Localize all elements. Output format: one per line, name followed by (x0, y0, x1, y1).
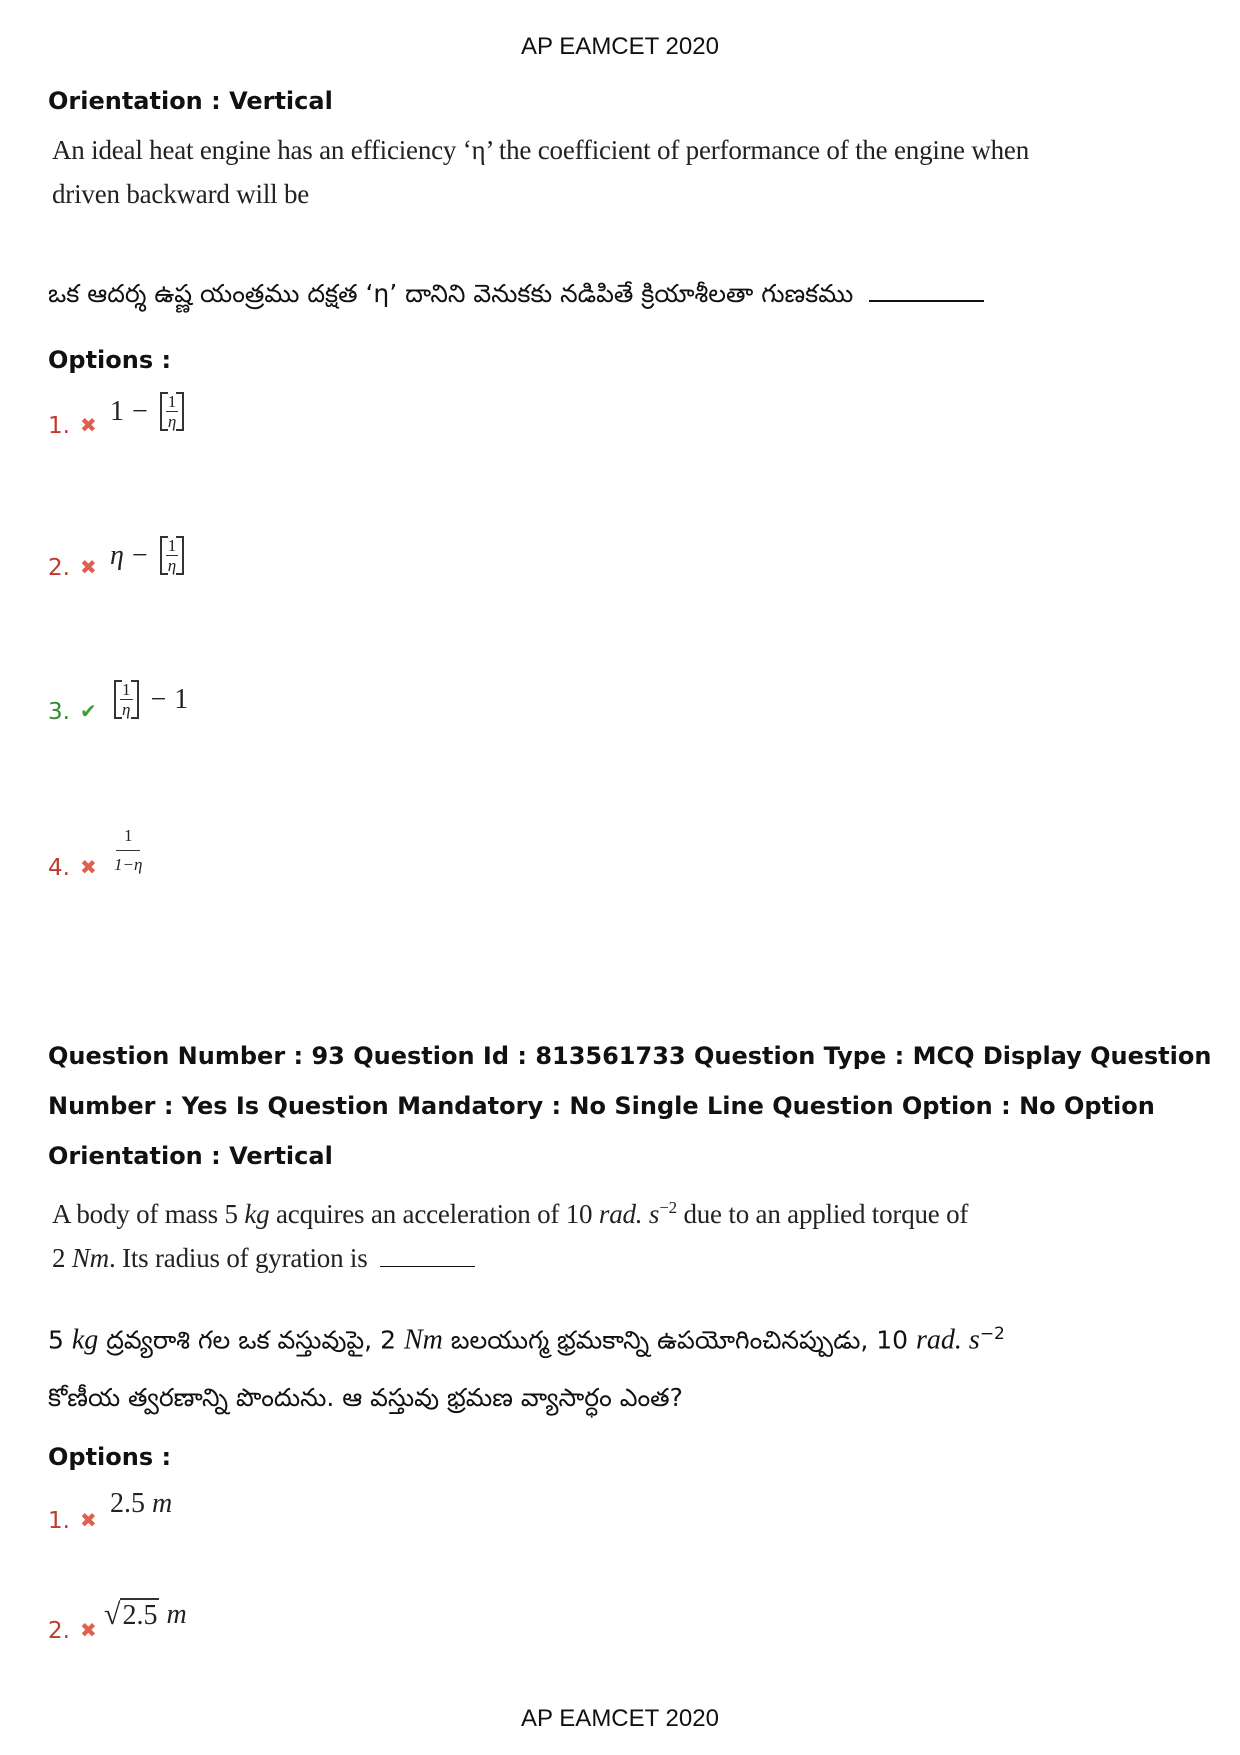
option-number: 4. (48, 854, 70, 881)
formula-one: 1 (174, 683, 189, 715)
cross-icon: ✖ (80, 1508, 97, 1532)
option-number: 1. (48, 413, 70, 439)
text-segment: due to an applied torque of (676, 1199, 969, 1229)
unit-nm: Nm (71, 1243, 109, 1273)
fraction-numerator: 1 (167, 392, 177, 411)
formula-eta: η (110, 539, 124, 571)
unit-rad: rad. s (598, 1199, 660, 1229)
answer-blank (869, 280, 984, 302)
sqrt-icon: √ (104, 1598, 121, 1631)
exponent: −2 (979, 1324, 1005, 1344)
text-segment: acquires an acceleration of 10 (269, 1199, 599, 1229)
q2-english-line2 (52, 1236, 968, 1280)
q1-option-2[interactable] (48, 536, 188, 585)
bracket-fraction (114, 680, 139, 719)
text-segment: ద్రవ్యరాశి గల ఒక వస్తువుపై, 2 (98, 1325, 404, 1355)
q2-telugu-line1 (48, 1305, 1005, 1369)
q1-english-line2: driven backward will be (52, 179, 310, 209)
page-header: AP EAMCET 2020 (521, 33, 719, 60)
q1-orientation: Orientation : Vertical (48, 87, 333, 115)
option-unit: m (152, 1488, 173, 1519)
bracket-fraction (160, 536, 185, 575)
bracket-fraction (160, 392, 185, 431)
cross-icon: ✖ (80, 1618, 97, 1642)
fraction-numerator: 1 (116, 826, 141, 851)
q1-english-line1: An ideal heat engine has an efficiency ‘η’ the coefficient of performance of the engine when (52, 135, 1030, 165)
option-number: 1. (48, 1508, 70, 1534)
option-formula (104, 1598, 187, 1632)
option-formula (110, 1488, 172, 1520)
square-root (104, 1598, 159, 1632)
option-number: 2. (48, 555, 70, 581)
option-value: 2.5 (122, 1600, 158, 1631)
formula-minus: − (150, 683, 167, 715)
option-number: 2. (48, 1618, 70, 1644)
q1-english-text (52, 128, 1029, 216)
fraction-numerator: 1 (167, 536, 177, 555)
q2-english-text (52, 1186, 968, 1280)
cross-icon: ✖ (80, 413, 97, 437)
fraction-denominator: η (167, 556, 177, 575)
simple-fraction (112, 826, 144, 877)
formula-minus: − (131, 539, 148, 571)
unit-rad: rad. s (916, 1324, 980, 1356)
answer-blank (380, 1252, 475, 1267)
formula-minus: − (132, 395, 148, 427)
check-icon: ✔ (80, 699, 97, 723)
text-segment: 5 (48, 1325, 72, 1355)
q2-meta-line2: Number : Yes Is Question Mandatory : No Single Line Question Option : No Option (48, 1092, 1155, 1120)
option-number: 3. (48, 699, 70, 725)
fraction-denominator: 1−η (114, 855, 143, 875)
formula-one: 1 (110, 395, 124, 427)
text-segment: A body of mass 5 (52, 1199, 245, 1229)
q2-english-line1 (52, 1186, 968, 1236)
page-footer: AP EAMCET 2020 (521, 1705, 719, 1732)
unit-kg: kg (71, 1324, 99, 1356)
cross-icon: ✖ (80, 854, 97, 879)
q1-option-1[interactable] (48, 392, 188, 443)
fraction-denominator: η (167, 412, 177, 431)
option-unit: m (166, 1599, 187, 1630)
text-segment: . Its radius of gyration is (108, 1243, 368, 1273)
fraction-denominator: η (122, 700, 131, 719)
q1-telugu-text (48, 262, 984, 326)
unit-kg: kg (244, 1199, 270, 1229)
q2-telugu-text (48, 1305, 1005, 1427)
option-formula (110, 536, 188, 575)
q2-option-2[interactable] (48, 1598, 187, 1648)
q2-orientation: Orientation : Vertical (48, 1142, 333, 1170)
q1-option-3[interactable] (48, 680, 188, 729)
option-formula (112, 826, 144, 877)
q1-option-4[interactable] (48, 826, 144, 885)
q2-options-label: Options : (48, 1443, 172, 1471)
text-segment: 2 (52, 1243, 72, 1273)
q1-options-label: Options : (48, 346, 172, 374)
text-segment: బలయుగ్మ భ్రమకాన్ని ఉపయోగించినప్పుడు, 10 (442, 1325, 917, 1355)
option-value: 2.5 (110, 1488, 145, 1519)
q1-telugu-line: ఒక ఆదర్శ ఉష్ణ యంత్రము దక్షత ‘η’ దానిని వెనుకకు నడిపితే క్రియాశీలతా గుణకము (48, 279, 854, 308)
cross-icon: ✖ (80, 555, 97, 579)
q2-meta-line1: Question Number : 93 Question Id : 813561733 Question Type : MCQ Display Question (48, 1042, 1212, 1070)
fraction-numerator: 1 (122, 680, 131, 699)
exponent: −2 (659, 1198, 677, 1217)
option-formula (110, 680, 188, 719)
unit-nm: Nm (403, 1324, 443, 1356)
q2-option-1[interactable] (48, 1488, 172, 1538)
option-formula (110, 392, 188, 431)
q2-telugu-line2: కోణీయ త్వరణాన్ని పొందును. ఆ వస్తువు భ్రమణ వ్యాసార్ధం ఎంత? (48, 1383, 683, 1413)
